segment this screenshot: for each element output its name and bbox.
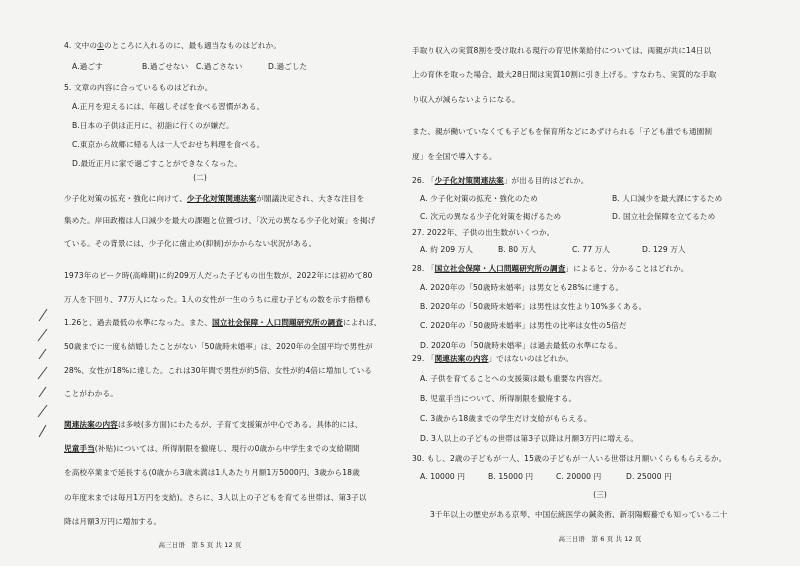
para3-line2: 児童手当(补贴)については、所得制限を撤廃し、現行の0歳から中学生までの支給期間 (64, 444, 360, 453)
q5-option-c: C.東京から故郷に帰る人は一人でおせち料理を食べる。 (72, 140, 265, 149)
para3-line4: の年度末までは毎月1万円を支給)。さらに、3人以上の子どもを育てる世帯は、第3子以 (64, 493, 367, 502)
page-footer-right: 高三日语 第 6 页 共 12 页 (558, 535, 642, 543)
q27-option-d: D. 129 万人 (642, 245, 686, 254)
para4-line3: り収入が減らないようになる。 (412, 95, 520, 104)
page-footer-left: 高三日语 第 5 页 共 12 页 (158, 541, 242, 549)
para2-line1: 1973年のピーク時(高峰期)に約209万人だった子どもの出生数が、2022年には初めて80 (64, 271, 373, 280)
underlined-term: 関連法案の内容 (64, 420, 118, 429)
q26-option-b: B. 人口減少を最大課にするため (612, 194, 723, 203)
para2-line3: 1.26と、過去最低の水準になった。また、国立社会保障・人口問題研究所の調査によれば、 (64, 318, 382, 327)
question-26: 26. 「少子化対策関連法案」が出る目的はどれか。 (412, 176, 589, 185)
q4-option-a: A.過ごす (72, 62, 103, 71)
question-27: 27. 2022年、子供の出生数がいくつか。 (412, 228, 555, 237)
q27-option-b: B. 80 万人 (498, 245, 537, 254)
q29-option-d: D. 3人以上の子どもの世帯は第3子以降は月額3万円に増える。 (420, 434, 639, 443)
right-page (400, 0, 800, 566)
q28-option-d: D. 2020年の「50歳時未婚率」は過去最低の水準になる。 (420, 341, 623, 350)
q5-option-b: B.日本の子供は正月に、初詣に行くのが嫌だ。 (72, 121, 234, 130)
underlined-term: 国立社会保障・人口問題研究所の調査 (434, 264, 566, 273)
para3-line1: 関連法案の内容は多岐(多方面)にわたるが、子育て支援策が中心である。具体的には、 (64, 420, 363, 429)
underlined-term: 関連法案の内容 (434, 354, 489, 363)
underlined-term: 少子化対策関連法案 (434, 176, 504, 185)
q5-option-d: D.最近正月に家で過ごすことができなくなった。 (72, 159, 243, 168)
q27-option-c: C. 77 万人 (572, 245, 611, 254)
para1-line2: 集めた。岸田政権は人口減少を最大の課題と位置づけ、「次元の異なる少子化対策」を掲げ (64, 216, 376, 225)
underlined-term: 少子化対策関連法案 (186, 194, 257, 203)
q26-option-a: A. 少子化対策の拡充・強化のため (420, 194, 538, 203)
q29-option-a: A. 子供を育てることへの支援策は最も重要な内容だ。 (420, 374, 607, 383)
para3-line5: 降は月額3万円に増加する。 (64, 517, 162, 526)
para6-line1: 3千年以上の歴史がある京琴、中国伝統医学の鍼灸術、新羽陽蝦蟇でも知っている二十 (430, 510, 728, 519)
q4-option-d: D.過ごした (268, 62, 308, 71)
q30-option-c: C. 20000 円 (556, 472, 602, 481)
question-5: 5. 文章の内容に合っているものはどれか。 (64, 83, 213, 92)
q4-option-c: C.過ごさない (196, 62, 243, 71)
q5-option-a: A.正月を迎えるには、年越しそばを食べる習慣がある。 (72, 102, 265, 111)
q29-option-c: C. 3歳から18歳までの学生だけ支給がもらえる。 (420, 414, 592, 423)
para1-line3: ている。その背景には、少子化に歯止め(抑制)がかからない状況がある。 (64, 239, 317, 248)
underlined-term: 児童手当 (64, 444, 95, 453)
q27-option-a: A. 約 209 万人 (420, 245, 474, 254)
question-29: 29. 「関連法案の内容」ではないのはどれか。 (412, 354, 574, 363)
para2-line2: 万人を下回り、77万人になった。1人の女性が一生のうちに産む子どもの数を示す指標も (64, 295, 372, 304)
q30-option-b: B. 15000 円 (488, 472, 534, 481)
q30-option-d: D. 25000 円 (626, 472, 672, 481)
para4-line2: 上の育休を取った場合、最大28日間は実質10割に引き上げる。すなわち、実質的な手取 (412, 70, 717, 79)
underlined-term: 国立社会保障・人口問題研究所の調査 (212, 318, 343, 327)
q28-option-c: C. 2020年の「50歳時未婚率」は男性の比率は女性の5倍だ (420, 321, 627, 330)
q28-option-b: B. 2020年の「50歳時未婚率」は男性は女性より10%多くある。 (420, 302, 647, 311)
q28-option-a: A. 2020年の「50歳時未婚率」は男女とも28%に達する。 (420, 283, 624, 292)
q4-option-b: B.過ごせない (142, 62, 189, 71)
q26-option-d: D. 国立社会保障を立てるため (612, 212, 716, 221)
para2-line6: ことがわかる。 (64, 389, 118, 398)
q30-option-a: A. 10000 円 (420, 472, 466, 481)
question-28: 28. 「国立社会保障・人口問題研究所の調査」によると、分かることはどれか。 (412, 264, 689, 273)
para5-line1: また、親が働いていなくても子どもを保育所などにあずけられる「子ども誰でも通園制 (412, 127, 713, 136)
section-2-title: (二) (193, 173, 207, 182)
margin-pen-marks (33, 305, 53, 445)
para3-line3: を高校卒業まで延長する(0歳から3歳未満は1人あたり月額1万5000円、3歳から18歳 (64, 468, 360, 477)
para5-line2: 度」を全国で導入する。 (412, 152, 497, 161)
q26-option-c: C. 次元の異なる少子化対策を掲げるため (420, 212, 562, 221)
q29-option-b: B. 児童手当について、所得制限を撤廃する。 (420, 394, 577, 403)
para4-line1: 手取り収入の実質8割を受け取れる現行の育児休業給付については、両親が共に14日以 (412, 46, 712, 55)
para2-line5: 28%、女性が18%に達した。これは30年間で男性が約5倍、女性が約4倍に増加している (64, 366, 372, 375)
section-3-title: (三) (593, 490, 607, 499)
question-4: 4. 文中の①のところに入れるのに、最も適当なものはどれか。 (64, 41, 281, 50)
question-30: 30. もし、2歳の子どもが一人、15歳の子どもが一人いる世帯は月額いくらももらえるか。 (412, 454, 727, 463)
para1-line1: 少子化対策の拡充・強化に向けて、少子化対策関連法案が閣議決定され、大きな注目を (64, 194, 365, 203)
blank-marker: ① (97, 41, 104, 50)
para2-line4: 50歳までに一度も結婚したことがない「50歳時未婚率」は、2020年の全国平均で男性が (64, 342, 373, 351)
